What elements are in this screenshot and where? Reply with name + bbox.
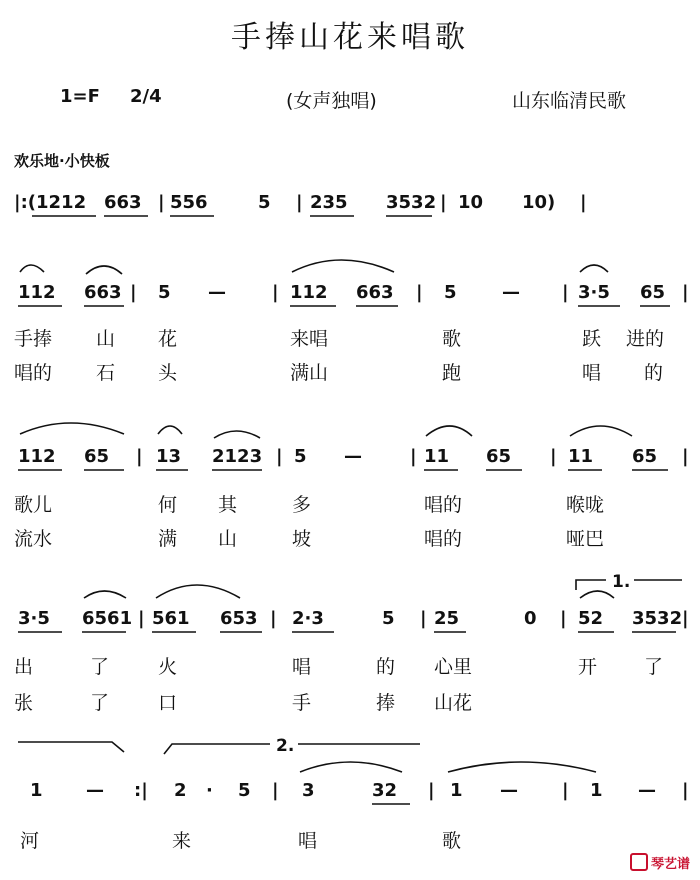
- lyric: 来: [172, 830, 192, 852]
- watermark-logo: [630, 853, 690, 872]
- lyric: 其: [218, 494, 238, 516]
- tie: [448, 762, 596, 772]
- barline: |: [158, 192, 165, 213]
- note-group: 3: [302, 780, 315, 801]
- dash: —: [500, 780, 518, 801]
- note-group: 3·5: [578, 282, 610, 303]
- lyric: 开: [578, 656, 598, 678]
- time-signature: 2/4: [130, 86, 162, 107]
- dash: —: [638, 780, 656, 801]
- note-group: 1: [30, 780, 43, 801]
- dash: —: [86, 780, 104, 801]
- lyric: 唱的: [424, 528, 463, 550]
- note-group: 3532: [632, 608, 683, 629]
- note-group: 653: [220, 608, 258, 629]
- tempo-marking: 欢乐地·小快板: [14, 152, 110, 170]
- lyric: 何: [158, 494, 178, 516]
- lyric: 唱: [292, 656, 312, 678]
- note-group: 663: [84, 282, 122, 303]
- note-group: 112: [290, 282, 328, 303]
- barline: |: [296, 192, 303, 213]
- barline: |: [682, 608, 689, 629]
- lyric: 张: [14, 692, 34, 714]
- watermark-icon: [630, 853, 648, 871]
- lyric: 头: [158, 362, 178, 384]
- barline: |: [440, 192, 447, 213]
- lyric: 唱的: [14, 362, 53, 384]
- lyric: 歌儿: [14, 494, 53, 516]
- slur: [580, 265, 608, 272]
- barline: |: [276, 446, 283, 467]
- note-group: 65: [84, 446, 110, 467]
- second-ending-label: 2.: [276, 736, 295, 756]
- lyric: 出: [14, 656, 34, 678]
- note-group: 5: [444, 282, 457, 303]
- lyric: 进的: [626, 328, 665, 350]
- dash: —: [208, 282, 226, 303]
- note-group: 0: [524, 608, 537, 629]
- note-group: 235: [310, 192, 348, 213]
- note-group: 10: [458, 192, 484, 213]
- barline: |: [410, 446, 417, 467]
- note-group: 663: [356, 282, 394, 303]
- lyric: 的: [376, 656, 396, 678]
- slur: [426, 426, 472, 436]
- lyric: 河: [20, 830, 40, 852]
- barline: |: [682, 446, 689, 467]
- note-group: 561: [152, 608, 190, 629]
- barline: |: [416, 282, 423, 303]
- note-group: 25: [434, 608, 460, 629]
- note-group: 32: [372, 780, 398, 801]
- lyric: 花: [158, 328, 178, 350]
- note-group: 3532: [386, 192, 437, 213]
- lyric: 满山: [290, 362, 329, 384]
- barline: |: [130, 282, 137, 303]
- slur: [156, 585, 240, 598]
- slur: [84, 591, 126, 598]
- note-group: 11: [424, 446, 450, 467]
- slur: [158, 426, 182, 434]
- barline: |: [428, 780, 435, 801]
- note-group: 3·5: [18, 608, 50, 629]
- lyric: 唱的: [424, 494, 463, 516]
- note-group: 65: [486, 446, 512, 467]
- note-group: 11: [568, 446, 594, 467]
- barline: |: [682, 282, 689, 303]
- note-group: 52: [578, 608, 604, 629]
- barline: |: [136, 446, 143, 467]
- lyric: 满: [158, 528, 178, 550]
- note-group: 1: [590, 780, 603, 801]
- lyric: 手: [292, 692, 312, 714]
- note-group: 2: [174, 780, 187, 801]
- slur: [20, 423, 124, 434]
- lyric: 捧: [376, 692, 396, 714]
- note-group: 5: [258, 192, 271, 213]
- augmentation-dot: ·: [206, 780, 213, 801]
- dash: —: [344, 446, 362, 467]
- first-ending-label: 1.: [612, 572, 631, 592]
- lyric: 流水: [14, 528, 53, 550]
- watermark-text: 琴艺谱: [650, 857, 690, 872]
- note-group: 112: [18, 446, 56, 467]
- lyric: 歌: [442, 328, 462, 350]
- note-group: 13: [156, 446, 182, 467]
- second-ending-bracket: [164, 744, 270, 754]
- lyric: 心里: [434, 656, 473, 678]
- lyric: 来唱: [290, 328, 329, 350]
- barline: |: [580, 192, 587, 213]
- barline: |: [560, 608, 567, 629]
- slur: [300, 762, 402, 772]
- barline: |: [270, 608, 277, 629]
- note-group: 6561: [82, 608, 133, 629]
- lyric: 了: [90, 692, 110, 714]
- lyric: 山: [96, 328, 116, 350]
- lyric: 唱: [582, 362, 602, 384]
- barline: |: [420, 608, 427, 629]
- barline: |: [562, 282, 569, 303]
- song-origin: 山东临清民歌: [512, 90, 627, 112]
- repeat-end-barline: :|: [134, 780, 148, 801]
- lyric: 喉咙: [566, 494, 605, 516]
- barline: |: [550, 446, 557, 467]
- note-group: 5: [238, 780, 251, 801]
- lyric: 多: [292, 494, 312, 516]
- slur: [20, 265, 44, 272]
- note-group: 2·3: [292, 608, 324, 629]
- note-group: 5: [382, 608, 395, 629]
- barline: |: [562, 780, 569, 801]
- lyric: 山: [218, 528, 238, 550]
- lyric: 口: [158, 692, 178, 714]
- slur: [86, 266, 122, 274]
- lyric: 火: [158, 656, 178, 678]
- lyric: 歌: [442, 830, 462, 852]
- note-group: 5: [294, 446, 307, 467]
- lyric: 哑巴: [566, 528, 605, 550]
- slur: [214, 431, 260, 438]
- note-group: 65: [640, 282, 666, 303]
- slur: [570, 426, 632, 436]
- note-group: 663: [104, 192, 142, 213]
- slur: [292, 260, 394, 272]
- note-group: |:(1212: [14, 192, 87, 213]
- note-group: 112: [18, 282, 56, 303]
- key-signature: 1=F: [60, 86, 100, 107]
- lyric: 了: [644, 656, 664, 678]
- dash: —: [502, 282, 520, 303]
- lyric: 跑: [442, 362, 462, 384]
- performance-type: (女声独唱): [286, 90, 377, 112]
- barline: |: [272, 780, 279, 801]
- note-group: 65: [632, 446, 658, 467]
- lyric: 跃: [582, 328, 602, 350]
- final-barline: |: [682, 780, 689, 801]
- barline: |: [272, 282, 279, 303]
- lyric: 唱: [298, 830, 318, 852]
- note-group: 2123: [212, 446, 263, 467]
- note-group: 556: [170, 192, 208, 213]
- barline: |: [138, 608, 145, 629]
- lyric: 了: [90, 656, 110, 678]
- first-ending-bracket: [576, 580, 606, 590]
- note-group: 10): [522, 192, 556, 213]
- note-group: 5: [158, 282, 171, 303]
- note-group: 1: [450, 780, 463, 801]
- lyric: 的: [644, 362, 664, 384]
- song-title: 手捧山花来唱歌: [231, 20, 469, 55]
- first-ending-continuation: [18, 742, 124, 752]
- lyric: 石: [96, 362, 116, 384]
- lyric: 山花: [434, 692, 473, 714]
- lyric: 坡: [292, 528, 312, 550]
- slur: [580, 591, 614, 598]
- lyric: 手捧: [14, 328, 53, 350]
